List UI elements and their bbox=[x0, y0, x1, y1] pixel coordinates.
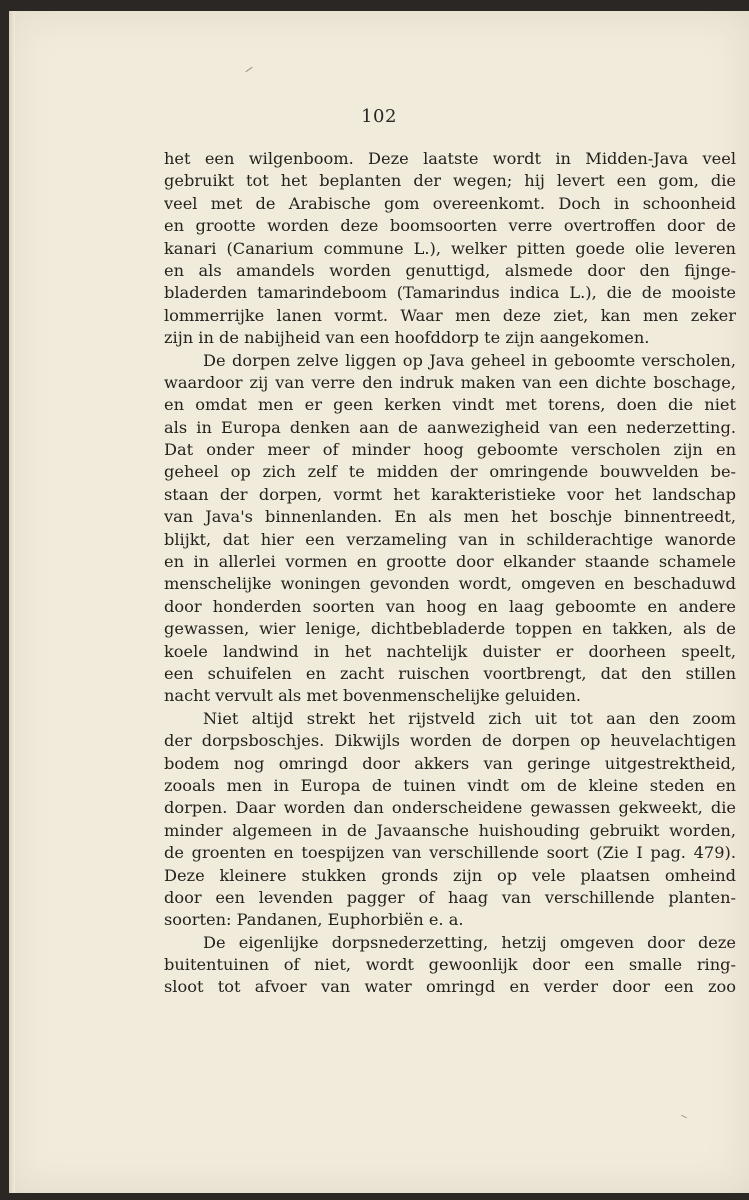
text-line: het een wilgenboom. Deze laatste wordt in Midden-Java veel bbox=[164, 149, 736, 168]
text-line: sloot tot afvoer van water omringd en verder door een zoo bbox=[164, 977, 736, 997]
text-line: en omdat men er geen kerken vindt met torens, doen die niet bbox=[164, 395, 736, 415]
text-line: blijkt, dat hier een verzameling van in schilderachtige wanorde bbox=[164, 529, 736, 549]
pencil-mark bbox=[681, 1115, 687, 1118]
text-line: koele landwind in het nachtelijk duister er doorheen speelt, bbox=[164, 641, 736, 661]
text-line: De eigenlijke dorpsnederzetting, hetzij omgeven door deze bbox=[203, 932, 736, 952]
text-line: De dorpen zelve liggen op Java geheel in geboomte verscholen, bbox=[203, 350, 736, 370]
text-line: buitentuinen of niet, wordt gewoonlijk door een smalle ring- bbox=[164, 955, 736, 975]
text-line: dorpen. Daar worden dan onderscheidene gewassen gekweekt, die bbox=[164, 798, 736, 818]
text-line: Dat onder meer of minder hoog geboomte verscholen zijn en bbox=[164, 440, 736, 460]
text-line: de groenten en toespijzen van verschillende soort (Zie I pag. 479). bbox=[164, 843, 736, 863]
text-line: menschelijke woningen gevonden wordt, omgeven en beschaduwd bbox=[164, 574, 736, 594]
text-line: door honderden soorten van hoog en laag geboomte en andere bbox=[164, 596, 736, 616]
text-line: gewassen, wier lenige, dichtbebladerde toppen en takken, als de bbox=[164, 619, 736, 639]
text-line: van Java's binnenlanden. En als men het boschje binnentreedt, bbox=[164, 507, 736, 527]
page-number: 102 bbox=[361, 106, 397, 127]
text-line: der dorpsboschjes. Dikwijls worden de dorpen op heuvelachtigen bbox=[164, 731, 736, 751]
text-line: Niet altijd strekt het rijstveld zich uit tot aan den zoom bbox=[203, 708, 736, 728]
text-line: kanari (Canarium commune L.), welker pitten goede olie leveren bbox=[164, 238, 736, 258]
text-line: en in allerlei vormen en grootte door elkander staande schamele bbox=[164, 552, 736, 572]
text-line: veel met de Arabische gom overeenkomt. Doch in schoonheid bbox=[164, 193, 736, 213]
body-text bbox=[164, 148, 736, 999]
text-line: waardoor zij van verre den indruk maken van een dichte boschage, bbox=[164, 372, 736, 392]
text-line: nacht vervult als met bovenmenschelijke geluiden. bbox=[164, 686, 582, 706]
text-line: door een levenden pagger of haag van verschillende planten- bbox=[164, 887, 736, 907]
text-line: geheel op zich zelf te midden der omringende bouwvelden be- bbox=[164, 462, 736, 482]
text-line: en als amandels worden genuttigd, alsmede door den fijnge- bbox=[164, 260, 736, 280]
text-line: een schuifelen en zacht ruischen voortbrengt, dat den stillen bbox=[164, 663, 736, 683]
text-line: Deze kleinere stukken gronds zijn op vele plaatsen omheind bbox=[164, 865, 736, 885]
text-line: als in Europa denken aan de aanwezigheid van een nederzetting. bbox=[164, 417, 736, 437]
text-line: zijn in de nabijheid van een hoofddorp te zijn aangekomen. bbox=[164, 328, 650, 348]
text-line: en grootte worden deze boomsoorten verre overtroffen door de bbox=[164, 216, 736, 236]
text-line: zooals men in Europa de tuinen vindt om de kleine steden en bbox=[164, 775, 736, 795]
text-line: soorten: Pandanen, Euphorbiën e. a. bbox=[164, 910, 464, 930]
text-line: gebruikt tot het beplanten der wegen; hij levert een gom, die bbox=[164, 171, 736, 191]
book-page bbox=[9, 11, 749, 1193]
pencil-mark bbox=[245, 67, 252, 72]
text-line: lommerrijke lanen vormt. Waar men deze ziet, kan men zeker bbox=[164, 305, 736, 325]
text-line: bodem nog omringd door akkers van geringe uitgestrektheid, bbox=[164, 753, 736, 773]
text-line: minder algemeen in de Javaansche huishouding gebruikt worden, bbox=[164, 820, 736, 840]
text-line: staan der dorpen, vormt het karakteristieke voor het landschap bbox=[164, 484, 736, 504]
text-line: bladerden tamarindeboom (Tamarindus indica L.), die de mooiste bbox=[164, 283, 736, 303]
page-gutter-shadow bbox=[9, 11, 15, 1193]
